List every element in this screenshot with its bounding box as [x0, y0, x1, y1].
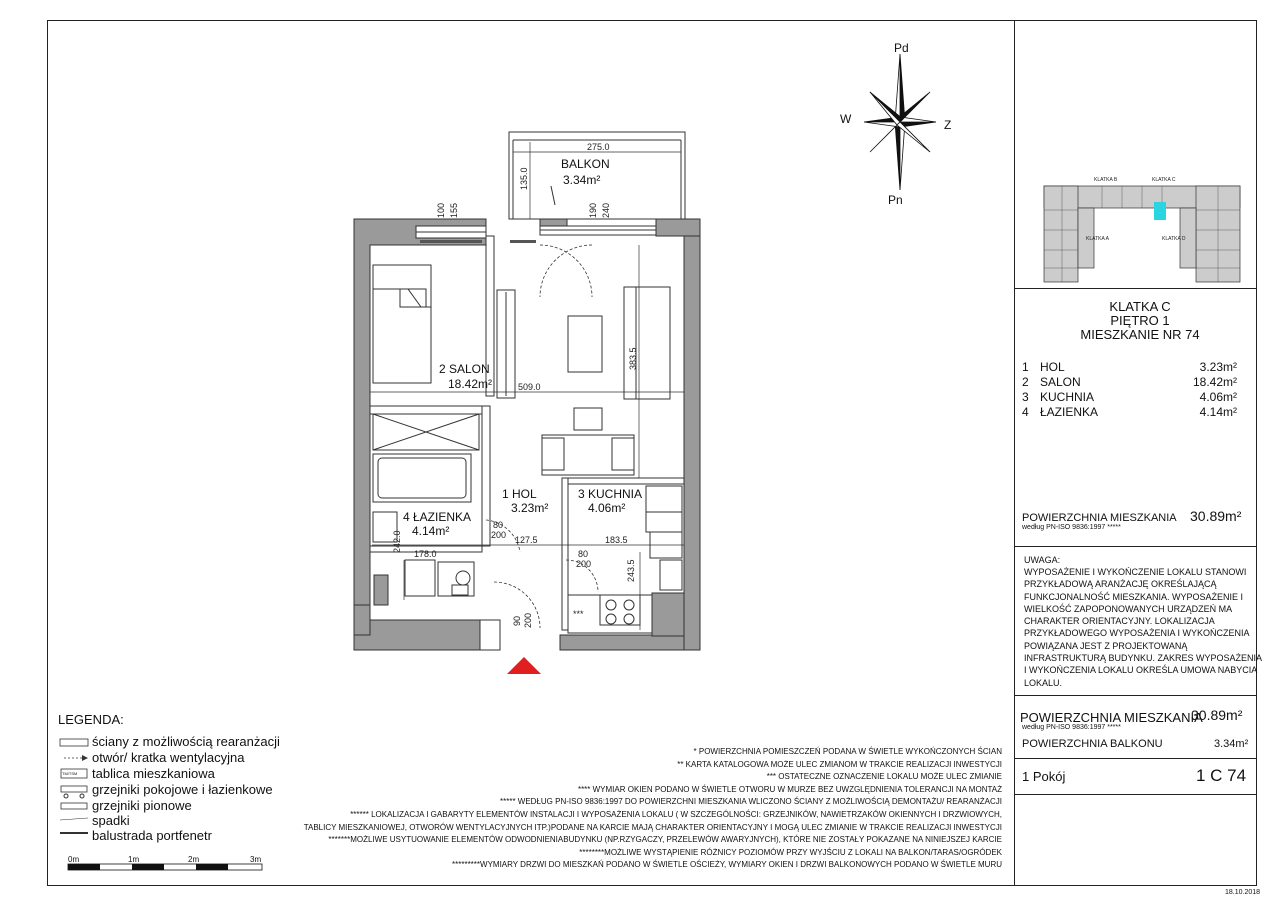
salon-name: SALON	[449, 362, 490, 376]
dim-hol-width: 127.5	[515, 535, 538, 545]
keyplan-label-a: KLATKA A	[1086, 236, 1109, 242]
area-label: POWIERZCHNIA MIESZKANIA	[1022, 512, 1177, 524]
slope-icon	[60, 818, 88, 820]
legend-item: tablica mieszkaniowa	[92, 766, 215, 781]
balcony-area-value: 3.34m²	[1214, 738, 1249, 750]
scale-bar	[66, 862, 266, 874]
legend-item: ściany z możliwością rearanżacji	[92, 734, 280, 749]
panel-line	[1014, 758, 1257, 759]
lazienka-num: 4	[403, 510, 410, 524]
dim-win2-b: 240	[601, 202, 611, 218]
balcony-area-label: POWIERZCHNIA BALKONU	[1022, 738, 1163, 750]
panel-divider	[1014, 20, 1015, 886]
list-item: 3 KUCHNIA 4.06m²	[1022, 390, 1237, 404]
dim-bath-width: 178.0	[414, 549, 437, 559]
dim-win2-a: 190	[588, 202, 598, 218]
vertical-radiator-icon	[61, 803, 87, 809]
hob-marks: ***	[573, 609, 584, 619]
scale-label: 2m	[188, 855, 200, 864]
panel-line	[1014, 695, 1257, 696]
area-value-2: 30.89m²	[1191, 707, 1243, 723]
floor-title: PIĘTRO 1	[1110, 313, 1170, 328]
legend-item: grzejniki pionowe	[92, 798, 192, 813]
list-item: 4 ŁAZIENKA 4.14m²	[1022, 405, 1237, 419]
rooms-count: 1 Pokój	[1022, 769, 1066, 784]
panel-line	[1014, 546, 1257, 547]
balcony-name: BALKON	[561, 157, 610, 171]
compass-east: Z	[944, 118, 952, 132]
legend-item: otwór/ kratka wentylacyjna	[92, 750, 245, 765]
compass-south: Pn	[888, 193, 903, 207]
compass-west: W	[840, 112, 852, 126]
entrance-arrow	[507, 657, 541, 674]
dim-balcony-width: 275.0	[587, 142, 610, 152]
dim-door1-w: 80	[493, 520, 504, 530]
area-sub-2: według PN-ISO 9836:1997 *****	[1022, 724, 1121, 731]
scale-label: 3m	[250, 855, 262, 864]
kuchnia-area: 4.06m²	[588, 501, 626, 515]
hol-area: 3.23m²	[511, 501, 549, 515]
vent-icon	[64, 755, 88, 761]
dim-salon-depth: 383.5	[628, 347, 638, 370]
dim-kitchen-height: 243.5	[626, 559, 636, 582]
radiator-icon	[61, 786, 87, 798]
salon-num: 2	[439, 362, 446, 376]
dim-balcony-depth: 135.0	[519, 167, 529, 190]
dim-kitchen-width: 183.5	[605, 535, 628, 545]
area-value: 30.89m²	[1190, 508, 1242, 524]
uwaga-text: WYPOSAŻENIE I WYKOŃCZENIE LOKALU STANOWI PRZYKŁADOWĄ ARANŻACJĘ OKREŚLAJĄCĄ FUNKCJONALNOŚĆ MIESZKANIA. WYPOSAŻENIE I WIELKOŚĆ ZAPOPONOWANYCH URZĄDZEŃ MA CHARAKTER ORIENTACYJNY. LOKALIZACJA PRZYKŁADOWEGO WYPOSAŻENIA I WYKOŃCZENIA POWIĄZANA JEST Z PROJEKTOWANĄ INFRASTRUKTURĄ BUDYNKU. ZAKRES WYPOSAŻENIA I WYKOŃCZENIA LOKALU OKREŚLA UMOWA NABYCIA LOKALU.	[1024, 567, 1263, 688]
lazienka-area: 4.14m²	[412, 524, 450, 538]
kuchnia-num: 3	[578, 487, 585, 501]
legend-item: grzejniki pokojowe i łazienkowe	[92, 782, 273, 797]
compass-north: Pd	[894, 41, 909, 55]
dim-win1-b: 155	[449, 202, 459, 218]
area-label-2: POWIERZCHNIA MIESZKANIA	[1020, 710, 1203, 725]
staircase-title: KLATKA C	[1109, 299, 1171, 314]
key-plan	[1022, 170, 1252, 290]
keyplan-label-c: KLATKA C	[1152, 177, 1176, 183]
dim-door1-h: 200	[491, 530, 507, 540]
list-item: 2 SALON 18.42m²	[1022, 375, 1237, 389]
legend-item: spadki	[92, 813, 130, 828]
apartment-title: MIESZKANIE NR 74	[1080, 327, 1200, 342]
apartment-code: 1 C 74	[1196, 766, 1247, 785]
dim-door3-h: 200	[523, 612, 533, 628]
legend-title: LEGENDA:	[58, 712, 124, 727]
area-sub: według PN-ISO 9836:1997 *****	[1022, 524, 1121, 531]
hol-name: HOL	[512, 487, 537, 501]
apartment-highlight	[1154, 202, 1166, 220]
list-item: 1 HOL 3.23m²	[1022, 360, 1237, 374]
keyplan-label-d: KLATKA D	[1162, 236, 1186, 242]
keyplan-label-b: KLATKA B	[1094, 177, 1118, 183]
dim-door3-w: 90	[512, 615, 522, 626]
scale-label: 0m	[68, 855, 80, 864]
dim-salon-width: 509.0	[518, 382, 541, 392]
dim-win1-a: 100	[436, 202, 446, 218]
panel-board-icon-label: TM/TSM	[62, 771, 78, 776]
date: 18.10.2018	[1225, 889, 1261, 896]
dim-door2-w: 80	[578, 549, 589, 559]
panel-line	[1014, 794, 1257, 795]
wall-rearrange-icon	[60, 739, 88, 746]
dim-door2-h: 200	[576, 559, 592, 569]
legend-symbols	[58, 734, 92, 844]
footnotes: * POWIERZCHNIA POMIESZCZEŃ PODANA W ŚWIETLE WYKOŃCZONYCH ŚCIAN ** KARTA KATALOGOWA MOŻE ULEC ZMIANOM W TRAKCIE REALIZACJI INWESTYCJI *** OSTATECZNE OZNACZENIE LOKALU MOŻE ULEC ZMIANIE **** WYMIAR OKIEN PODANO W ŚWIETLE OTWORU W MURZE BEZ UWZGLĘDNIENIA TOLERANCJI NA MONTAŻ ***** WEDŁUG PN-ISO 9836:1997 DO POWIERZCHNI MIESZKANIA WLICZONO ŚCIANY Z MOŻLIWOŚCIĄ DEMONTAŻU/ REARANŻACJI ****** LOKALIZACJA I GABARYTY ELEMENTÓW INSTALACJI I WYPOSAŻENIA LOKALU ( W SZCZEGÓLNOŚCI: GRZEJNIKÓW, NAWIETRZAKÓW OKIENNYCH I DRZWIOWYCH, TABLICY MIESZKANIOWEJ, OTWORÓW WENTYLACYJNYCH ITP.)PODANE NA KARCIE MAJĄ CHARAKTER ORIENTACYJNY I MOGĄ ULEC ZMIANIE W TRAKCIE REALIZACJI INWESTYCJI *******MOŻLIWE USYTUOWANIE ELEMENTÓW ODWODNIENIABUDYNKU (NP.RZYGACZY, PRZELEWÓW AWARYJNYCH), KTÓRE NIE ZOSTAŁY POKAZANE NA NINIEJSZEJ KARCIE ********MOŻLIWE WYSTĄPIENIE RÓŻNICY POZIOMÓW PRZY WYJŚCIU Z LOKALI NA BALKON/TARAS/OGRÓDEK *********WYMIARY DRZWI DO MIESZKAŃ PODANO W ŚWIETLE OŚCIEŻY, WYMIARY OKIEN I DRZWI BALKONOWYCH PODANO W ŚWIETLE MURU	[303, 747, 1002, 870]
scale-label: 1m	[128, 855, 140, 864]
lazienka-name: ŁAZIENKA	[413, 510, 472, 524]
hol-num: 1	[502, 487, 509, 501]
kuchnia-name: KUCHNIA	[588, 487, 643, 501]
legend-item: balustrada portfenetr	[92, 828, 212, 843]
uwaga-title: UWAGA:	[1024, 555, 1061, 565]
balcony-area: 3.34m²	[563, 173, 601, 187]
dim-bath-height: 242.0	[392, 530, 402, 553]
salon-area: 18.42m²	[448, 377, 493, 391]
